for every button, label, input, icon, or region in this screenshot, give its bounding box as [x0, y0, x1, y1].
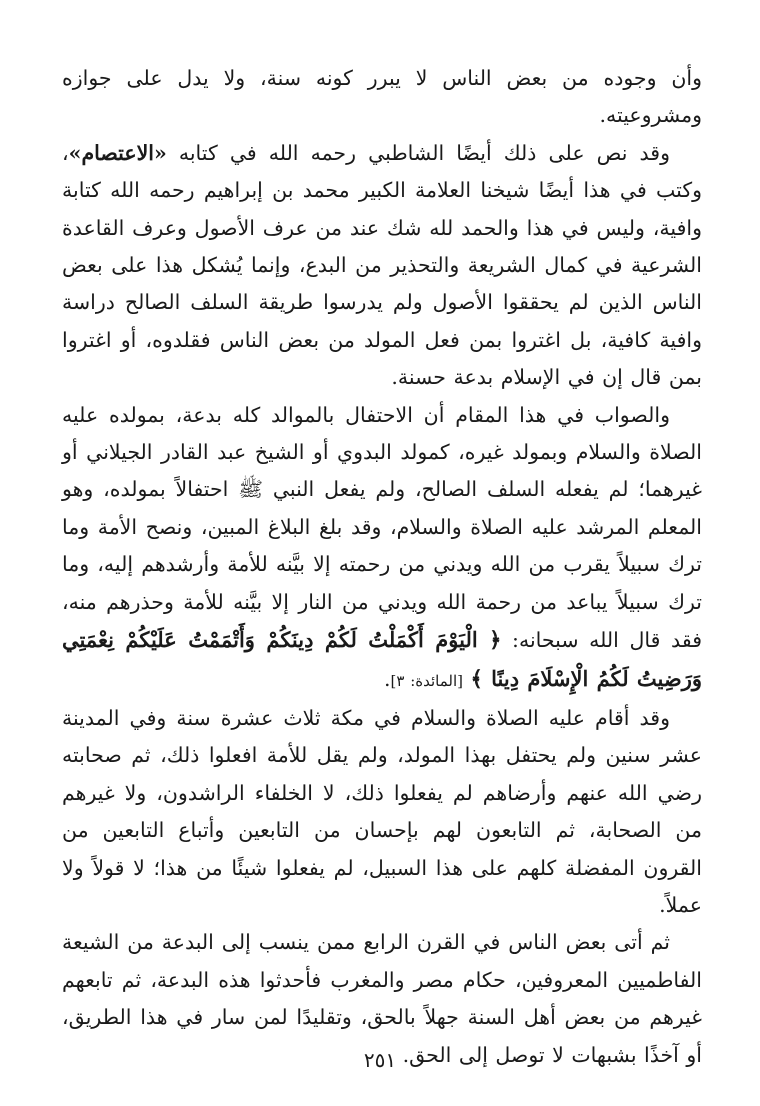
page-body [62, 60, 702, 1074]
paragraph-1-after: ، وكتب في هذا أيضًا شيخنا العلامة الكبير محمد بن إبراهيم رحمه الله كتابة وافية، وليس في هذا والحمد لله شك عند من عرف الأصول وعرف القاعدة الشرعية في كمال الشريعة والتحذير من البدع، وإنما يُشكل هذا على بعض الناس الذين لم يحققوا الأصول ولم يدرسوا طريقة السلف الصالح دراسة وافية كافية، بل اغتروا بمن فعل المولد من بعض الناس فقلدوه، أو اغتروا بمن قال إن في الإسلام بدعة حسنة. [62, 140, 702, 390]
page-number: ٢٥١ [363, 1048, 397, 1072]
quran-verse: ﴿ الْيَوْمَ أَكْمَلْتُ لَكُمْ دِينَكُمْ وَأَتْمَمْتُ عَلَيْكُمْ نِعْمَتِي وَرَضِيتُ لَكُمُ الْإِسْلَامَ دِينًا ﴾ [62, 627, 702, 691]
paragraph-3-text: وقد أقام عليه الصلاة والسلام في مكة ثلاث عشرة سنة وفي المدينة عشر سنين ولم يحتفل بهذا المولد، ولم يقل للأمة افعلوا ذلك، ثم صحابته رضي الله عنهم وأرضاهم لم يفعلوا ذلك، لا الخلفاء الراشدون، ولا غيرهم من الصحابة، ثم التابعون لهم بإحسان من التابعين وأتباع التابعين من القرون المفضلة كلهم على هذا السبيل، لم يفعلوا شيئًا من هذا؛ لا قولاً ولا عملاً. [62, 705, 702, 917]
paragraph-0 [62, 60, 702, 135]
paragraph-2-before: والصواب في هذا المقام أن الاحتفال بالموالد كله بدعة، بمولده عليه الصلاة والسلام وبمولد غيره، كمولد البدوي أو الشيخ عبد القادر الجيلاني أو غيرهما؛ لم يفعله السلف الصالح، ولم يفعل النبي ﷺ احتفالاً بمولده، وهو المعلم المرشد عليه الصلاة والسلام، وقد بلغ البلاغ المبين، ونصح الأمة وما ترك سبيلاً يقرب من الله ويدني من رحمته إلا بيَّنه للأمة وأرشدهم إليه، وما ترك سبيلاً يباعد من رحمة الله ويدني من النار إلا بيَّنه للأمة وحذرهم منه، فقد قال الله سبحانه: [62, 402, 702, 653]
paragraph-2 [62, 397, 702, 700]
paragraph-2-after: . [383, 666, 391, 691]
verse-reference: [المائدة: ٣] [390, 671, 463, 690]
paragraph-0-text: وأن وجوده من بعض الناس لا يبرر كونه سنة، ولا يدل على جوازه ومشروعيته. [62, 66, 702, 128]
paragraph-4-text: ثم أتى بعض الناس في القرن الرابع ممن ينسب إلى البدعة من الشيعة الفاطميين المعروفين، حكام مصر والمغرب فأحدثوا هذه البدعة، ثم تابعهم غيرهم من بعض أهل السنة جهلاً بالحق، وتقليدًا لمن سار في هذا الطريق، أو آخذًا بشبهات لا توصل إلى الحق. [62, 930, 702, 1067]
paragraph-1-before: وقد نص على ذلك أيضًا الشاطبي رحمه الله في كتابه [166, 140, 670, 165]
paragraph-1 [62, 135, 702, 397]
book-title: «الاعتصام» [68, 140, 167, 165]
paragraph-3 [62, 700, 702, 924]
